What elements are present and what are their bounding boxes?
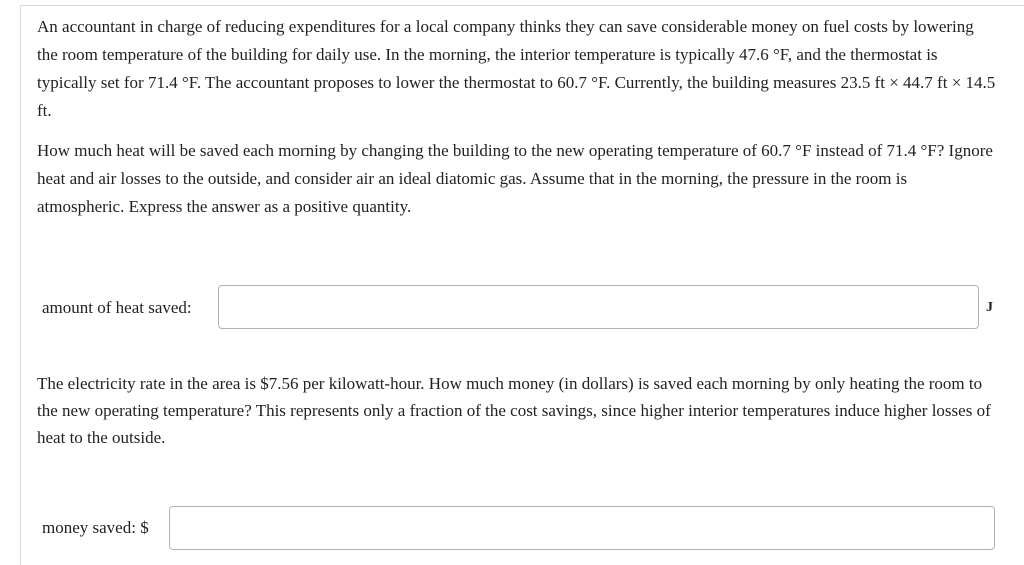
money-answer-input[interactable] [169,506,995,550]
money-answer-label: money saved: $ [42,518,149,537]
heat-answer-input[interactable] [218,285,979,329]
heat-unit-label: J [986,300,993,315]
heat-answer-label: amount of heat saved: [42,298,192,317]
problem-statement: An accountant in charge of reducing expenditures for a local company thinks they can save considerable money on fuel costs by lowering the room temperature of the building for daily use. In the morning, the interior temperature is typically 47.6 °F, and the thermostat is typically set for 71.4 °F. The accountant proposes to lower the thermostat to 60.7 °F. Currently, the building measures 23.5 ft × 44.7 ft × 14.5 ft. [37,17,996,120]
money-question: The electricity rate in the area is $7.56 per kilowatt-hour. How much money (in dollars) is saved each morning by only heating the room to the new operating temperature? This represents only a fraction of the cost savings, since higher interior temperatures induce higher losses of heat to the outside. [37,374,991,447]
heat-question: How much heat will be saved each morning by changing the building to the new operating temperature of 60.7 °F instead of 71.4 °F? Ignore heat and air losses to the outside, and consider air an ideal diatomic gas. Assume that in the morning, the pressure in the room is atmospheric. Express the answer as a positive quantity. [37,141,993,216]
